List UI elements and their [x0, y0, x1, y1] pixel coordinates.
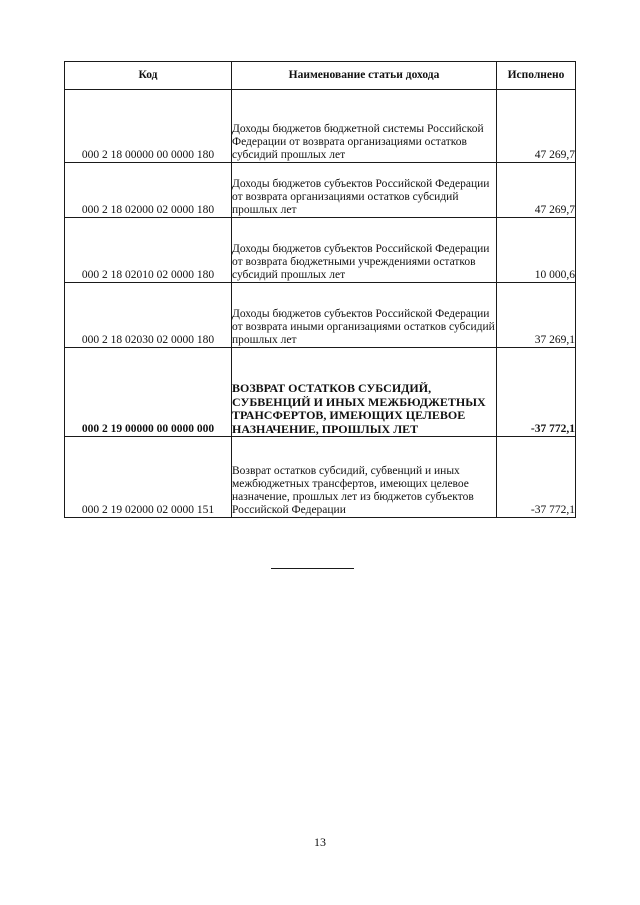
table-row [65, 218, 576, 283]
table-row-total [65, 348, 576, 437]
header-code: Код [65, 62, 232, 90]
row-executed: 47 269,7 [497, 90, 576, 163]
row-name: Доходы бюджетов субъектов Российской Федерации от возврата бюджетными учреждениями остатков субсидий прошлых лет [232, 218, 497, 283]
header-executed: Исполнено [497, 62, 576, 90]
row-code: 000 2 18 00000 00 0000 180 [65, 90, 232, 163]
revenue-table [64, 61, 576, 518]
table-row [65, 163, 576, 218]
row-name: Доходы бюджетов бюджетной системы Российской Федерации от возврата организациями остатков субсидий прошлых лет [232, 90, 497, 163]
row-executed: -37 772,1 [497, 348, 576, 437]
row-name: Возврат остатков субсидий, субвенций и иных межбюджетных трансфертов, имеющих целевое назначение, прошлых лет из бюджетов субъектов Российской Федерации [232, 437, 497, 518]
table-row [65, 437, 576, 518]
table-row [65, 283, 576, 348]
row-executed: 10 000,6 [497, 218, 576, 283]
row-name: ВОЗВРАТ ОСТАТКОВ СУБСИДИЙ, СУБВЕНЦИЙ И ИНЫХ МЕЖБЮДЖЕТНЫХ ТРАНСФЕРТОВ, ИМЕЮЩИХ ЦЕЛЕВОЕ НАЗНАЧЕНИЕ, ПРОШЛЫХ ЛЕТ [232, 348, 497, 437]
row-executed: 47 269,7 [497, 163, 576, 218]
row-name: Доходы бюджетов субъектов Российской Федерации от возврата организациями остатков субсидий прошлых лет [232, 163, 497, 218]
table-row [65, 90, 576, 163]
row-code: 000 2 18 02010 02 0000 180 [65, 218, 232, 283]
row-code: 000 2 19 00000 00 0000 000 [65, 348, 232, 437]
table-header-row [65, 62, 576, 90]
row-code: 000 2 18 02000 02 0000 180 [65, 163, 232, 218]
row-code: 000 2 19 02000 02 0000 151 [65, 437, 232, 518]
page-number: 13 [314, 835, 326, 849]
row-executed: -37 772,1 [497, 437, 576, 518]
row-executed: 37 269,1 [497, 283, 576, 348]
separator-line [271, 568, 354, 569]
row-code: 000 2 18 02030 02 0000 180 [65, 283, 232, 348]
row-name: Доходы бюджетов субъектов Российской Федерации от возврата иными организациями остатков субсидий прошлых лет [232, 283, 497, 348]
header-name: Наименование статьи дохода [232, 62, 497, 90]
